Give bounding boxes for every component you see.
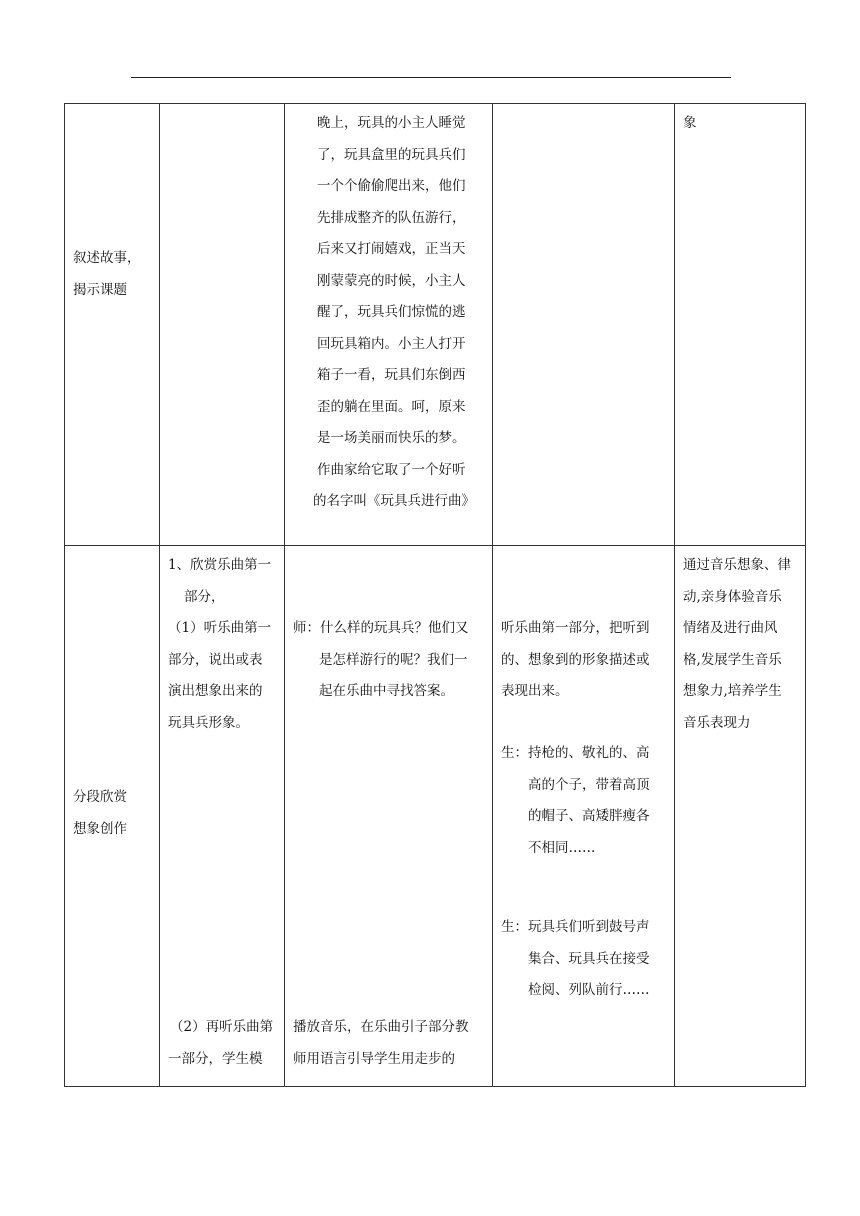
teacher-line: 了，玩具盒里的玩具兵们 (317, 146, 466, 163)
content-line: 部分， (184, 588, 225, 605)
stage-cell (65, 104, 160, 546)
content-line: 一部分，学生模 (168, 1050, 263, 1067)
student-cell (493, 104, 675, 546)
stage-line: 揭示课题 (73, 281, 127, 298)
student-line: 集合、玩具兵在接受 (528, 950, 650, 967)
student-line: 表现出来。 (501, 683, 569, 699)
purpose-line: 情绪及进行曲风 (683, 620, 778, 636)
teacher-line: 播放音乐，在乐曲引子部分教 (293, 1019, 469, 1035)
student-prefix: 生： (501, 745, 528, 761)
teacher-line: 歪的躺在里面。呵，原来 (317, 398, 466, 415)
purpose-line: 动,亲身体验音乐 (683, 588, 782, 605)
teacher-line: 先排成整齐的队伍游行， (317, 209, 466, 226)
teacher-line: 是怎样游行的呢？我们一 (319, 651, 468, 668)
purpose-cell (675, 546, 806, 1087)
teacher-line: 的名字叫《玩具兵进行曲》 (313, 493, 475, 509)
header-rule (131, 77, 731, 78)
student-line: 的、想象到的形象描述或 (501, 651, 650, 668)
student-line: 听乐曲第一部分，把听到 (501, 620, 650, 636)
teacher-line: 一个个偷偷爬出来，他们 (317, 178, 466, 194)
content-line: 1、欣赏乐曲第一 (168, 557, 272, 573)
teacher-line: 刚蒙蒙亮的时候，小主人 (317, 272, 466, 289)
content-line: （1）听乐曲第一 (168, 620, 272, 636)
table-row (65, 546, 806, 1087)
student-line: 检阅、列队前行…… (528, 982, 650, 998)
student-line: 不相同…… (528, 839, 596, 856)
teacher-cell (285, 546, 493, 1087)
teacher-line: 起在乐曲中寻找答案。 (319, 683, 454, 699)
student-line: 的帽子、高矮胖瘦各 (528, 808, 650, 824)
content-cell (160, 546, 285, 1087)
teacher-cell (285, 104, 493, 546)
content-cell (160, 104, 285, 546)
purpose-line: 想象力,培养学生 (683, 683, 782, 699)
purpose-line: 通过音乐想象、律 (683, 557, 791, 573)
teacher-line: 作曲家给它取了一个好听 (317, 461, 466, 478)
teacher-line: 回玩具箱内。小主人打开 (317, 335, 466, 352)
content-line: 玩具兵形象。 (168, 714, 249, 731)
purpose-line: 格,发展学生音乐 (683, 651, 782, 668)
stage-line: 叙述故事， (73, 250, 141, 266)
content-line: 部分，说出或表 (168, 651, 263, 668)
stage-line: 想象创作 (73, 820, 127, 837)
purpose-cell (675, 104, 806, 546)
stage-cell (65, 546, 160, 1087)
purpose-line: 音乐表现力 (683, 714, 751, 731)
teacher-line: 晚上，玩具的小主人睡觉 (317, 115, 466, 131)
table-row (65, 104, 806, 546)
teacher-line: 师用语言引导学生用走步的 (293, 1050, 455, 1067)
teacher-line: 箱子一看，玩具们东倒西 (317, 367, 466, 383)
teacher-line: 后来又打闹嬉戏，正当天 (317, 241, 466, 257)
content-line: （2）再听乐曲第 (170, 1019, 274, 1035)
student-line: 持枪的、敬礼的、高 (528, 745, 650, 761)
student-line: 玩具兵们听到鼓号声 (528, 919, 650, 935)
teacher-prefix: 师： (293, 620, 320, 636)
teacher-line: 什么样的玩具兵？他们又 (320, 620, 469, 636)
student-prefix: 生： (501, 919, 528, 935)
teacher-line: 是一场美丽而快乐的梦。 (317, 430, 466, 446)
lesson-plan-table (64, 103, 806, 1087)
purpose-line: 象 (683, 115, 697, 131)
content-line: 演出想象出来的 (168, 683, 263, 699)
teacher-line: 醒了，玩具兵们惊慌的逃 (317, 304, 466, 320)
student-line: 高的个子，带着高顶 (528, 776, 650, 793)
stage-line: 分段欣赏 (73, 789, 127, 805)
student-cell (493, 546, 675, 1087)
